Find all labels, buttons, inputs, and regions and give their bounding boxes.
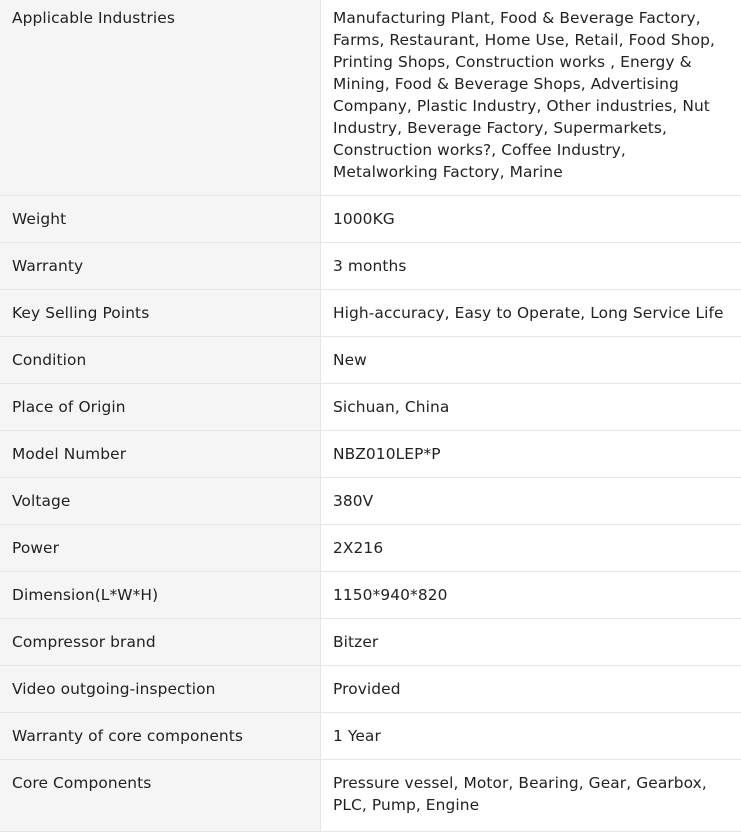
spec-row-voltage bbox=[0, 478, 741, 525]
spec-row-video-outgoing-inspection bbox=[0, 666, 741, 713]
spec-row-power bbox=[0, 525, 741, 572]
spec-row-dimension bbox=[0, 572, 741, 619]
spec-row-warranty bbox=[0, 243, 741, 290]
spec-row-condition bbox=[0, 337, 741, 384]
spec-row-compressor-brand bbox=[0, 619, 741, 666]
spec-row-warranty-core-components bbox=[0, 713, 741, 760]
spec-value: New bbox=[321, 337, 741, 384]
spec-value: High-accuracy, Easy to Operate, Long Service Life bbox=[321, 290, 741, 337]
spec-label: Warranty of core components bbox=[0, 713, 321, 760]
spec-row-key-selling-points bbox=[0, 290, 741, 337]
spec-row-weight bbox=[0, 196, 741, 243]
spec-value: NBZ010LEP*P bbox=[321, 431, 741, 478]
spec-row-model-number bbox=[0, 431, 741, 478]
spec-value: 1150*940*820 bbox=[321, 572, 741, 619]
spec-row-core-components bbox=[0, 760, 741, 832]
spec-value: Pressure vessel, Motor, Bearing, Gear, Gearbox, PLC, Pump, Engine bbox=[321, 760, 741, 832]
spec-value: 2X216 bbox=[321, 525, 741, 572]
spec-row-place-of-origin bbox=[0, 384, 741, 431]
spec-label: Condition bbox=[0, 337, 321, 384]
spec-label: Video outgoing-inspection bbox=[0, 666, 321, 713]
spec-value: Sichuan, China bbox=[321, 384, 741, 431]
spec-value: Provided bbox=[321, 666, 741, 713]
spec-label: Power bbox=[0, 525, 321, 572]
spec-label: Voltage bbox=[0, 478, 321, 525]
spec-label: Key Selling Points bbox=[0, 290, 321, 337]
spec-label: Warranty bbox=[0, 243, 321, 290]
spec-label: Place of Origin bbox=[0, 384, 321, 431]
spec-value: 380V bbox=[321, 478, 741, 525]
spec-value: 1000KG bbox=[321, 196, 741, 243]
spec-value: Manufacturing Plant, Food & Beverage Factory, Farms, Restaurant, Home Use, Retail, Food Shop, Printing Shops, Construction works , Energy & Mining, Food & Beverage Shops, Advertising Company, Plastic Industry, Other industries, Nut Industry, Beverage Factory, Supermarkets, Construction works?, Coffee Industry, Metalworking Factory, Marine bbox=[321, 0, 741, 196]
spec-row-applicable-industries bbox=[0, 0, 741, 196]
spec-label: Weight bbox=[0, 196, 321, 243]
spec-value: 1 Year bbox=[321, 713, 741, 760]
spec-value: 3 months bbox=[321, 243, 741, 290]
spec-label: Dimension(L*W*H) bbox=[0, 572, 321, 619]
spec-label: Model Number bbox=[0, 431, 321, 478]
spec-label: Compressor brand bbox=[0, 619, 321, 666]
spec-label: Core Components bbox=[0, 760, 321, 832]
spec-value: Bitzer bbox=[321, 619, 741, 666]
spec-label: Applicable Industries bbox=[0, 0, 321, 196]
